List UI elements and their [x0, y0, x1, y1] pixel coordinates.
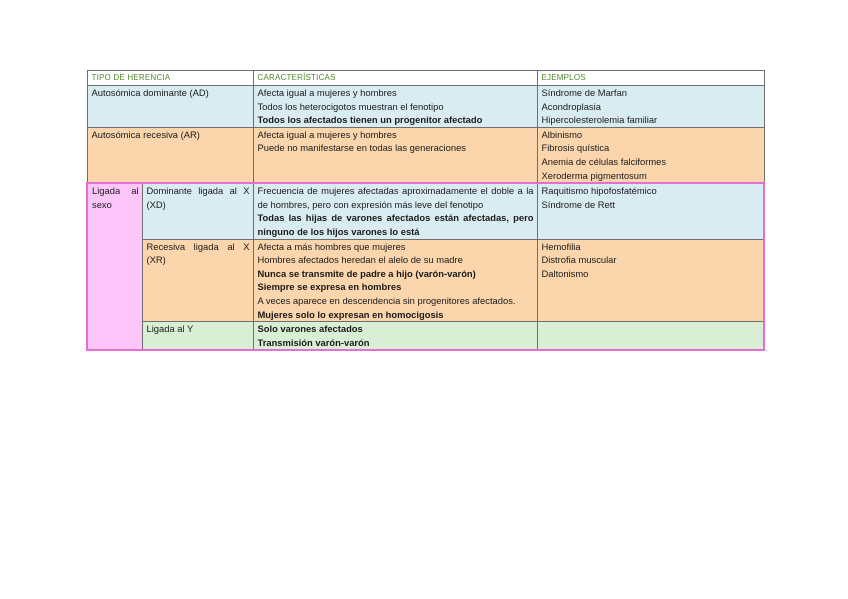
- table-header-row: [87, 71, 764, 86]
- tipo-xr-label: Recesiva ligada al X (XR): [146, 240, 250, 266]
- cell-ej-xd: [537, 183, 764, 239]
- ligada-sexo-label: Ligada al sexo: [92, 185, 139, 210]
- car-y-bold-1: Solo varones afectados: [257, 323, 363, 335]
- car-ad-2: Todos los heterocigotos muestran el fenotipo: [257, 100, 444, 112]
- table-row-ad: [87, 86, 764, 128]
- car-xr-bold-3: Mujeres solo lo expresan en homocigosis: [257, 308, 444, 320]
- tipo-xd-label: Dominante ligada al X (XD): [146, 185, 250, 210]
- cell-ej-ad: [537, 86, 764, 128]
- cell-tipo-ar: [87, 127, 253, 183]
- ej-ar-1: Albinismo: [541, 128, 583, 140]
- table-row-y: [87, 322, 764, 351]
- header-ejemplos: EJEMPLOS: [537, 71, 764, 86]
- cell-ligada-sexo: [87, 183, 142, 350]
- cell-car-xr: [253, 239, 537, 322]
- ej-xr-3: Daltonismo: [541, 267, 589, 279]
- car-xd-bold: Todas las hijas de varones afectados están afectadas, pero ninguno de los hijos varones lo está: [257, 212, 534, 237]
- ej-xr-1: Hemofilia: [541, 240, 581, 252]
- tipo-ar-label: Autosómica recesiva (AR): [91, 128, 200, 140]
- cell-car-xd: [253, 183, 537, 239]
- car-xd-text: Frecuencia de mujeres afectadas aproximadamente el doble a la de hombres, pero con expresión más leve del fenotipo: [257, 185, 534, 210]
- cell-tipo-ad: [87, 86, 253, 128]
- tipo-ad-label: Autosómica dominante (AD): [91, 87, 209, 98]
- car-xr-2: Hombres afectados heredan el alelo de su madre: [257, 254, 463, 266]
- cell-ej-xr: [537, 239, 764, 322]
- cell-tipo-y: [142, 322, 253, 351]
- car-ar-1: Afecta igual a mujeres y hombres: [257, 128, 397, 140]
- cell-car-y: [253, 322, 537, 351]
- cell-ej-ar: [537, 127, 764, 183]
- ej-ar-3: Anemia de células falciformes: [541, 155, 667, 167]
- car-ad-1: Afecta igual a mujeres y hombres: [257, 87, 397, 98]
- ej-xd-2: Síndrome de Rett: [541, 198, 615, 210]
- ej-ar-4: Xeroderma pigmentosum: [541, 169, 647, 181]
- inheritance-table: [86, 70, 765, 351]
- ej-ad-1: Síndrome de Marfan: [541, 87, 627, 98]
- table-row-xr: [87, 239, 764, 322]
- car-ad-bold: Todos los afectados tienen un progenitor afectado: [257, 114, 483, 126]
- table-row-ar: [87, 127, 764, 183]
- cell-car-ad: [253, 86, 537, 128]
- car-xr-bold-1: Nunca se transmite de padre a hijo (varón-varón): [257, 267, 476, 279]
- ej-ad-2: Acondroplasia: [541, 100, 601, 112]
- tipo-y-label: Ligada al Y: [146, 323, 194, 335]
- cell-tipo-xd: [142, 183, 253, 239]
- cell-car-ar: [253, 127, 537, 183]
- ej-ar-2: Fibrosis quística: [541, 142, 610, 154]
- ej-ad-3: Hipercolesterolemia familiar: [541, 114, 658, 126]
- cell-ej-y: [537, 322, 764, 351]
- car-y-bold-2: Transmisión varón-varón: [257, 336, 370, 348]
- car-ar-2: Puede no manifestarse en todas las generaciones: [257, 142, 466, 154]
- header-caracteristicas: CARACTERÍSTICAS: [253, 71, 537, 86]
- table-row-xd: [87, 183, 764, 239]
- ej-xr-2: Distrofia muscular: [541, 254, 617, 266]
- car-xr-3: A veces aparece en descendencia sin progenitores afectados.: [257, 294, 516, 306]
- cell-tipo-xr: [142, 239, 253, 322]
- header-tipo: TIPO DE HERENCIA: [87, 71, 253, 86]
- car-xr-1: Afecta a más hombres que mujeres: [257, 240, 406, 252]
- ej-xd-1: Raquitismo hipofosfatémico: [541, 185, 657, 197]
- car-xr-bold-2: Siempre se expresa en hombres: [257, 281, 402, 293]
